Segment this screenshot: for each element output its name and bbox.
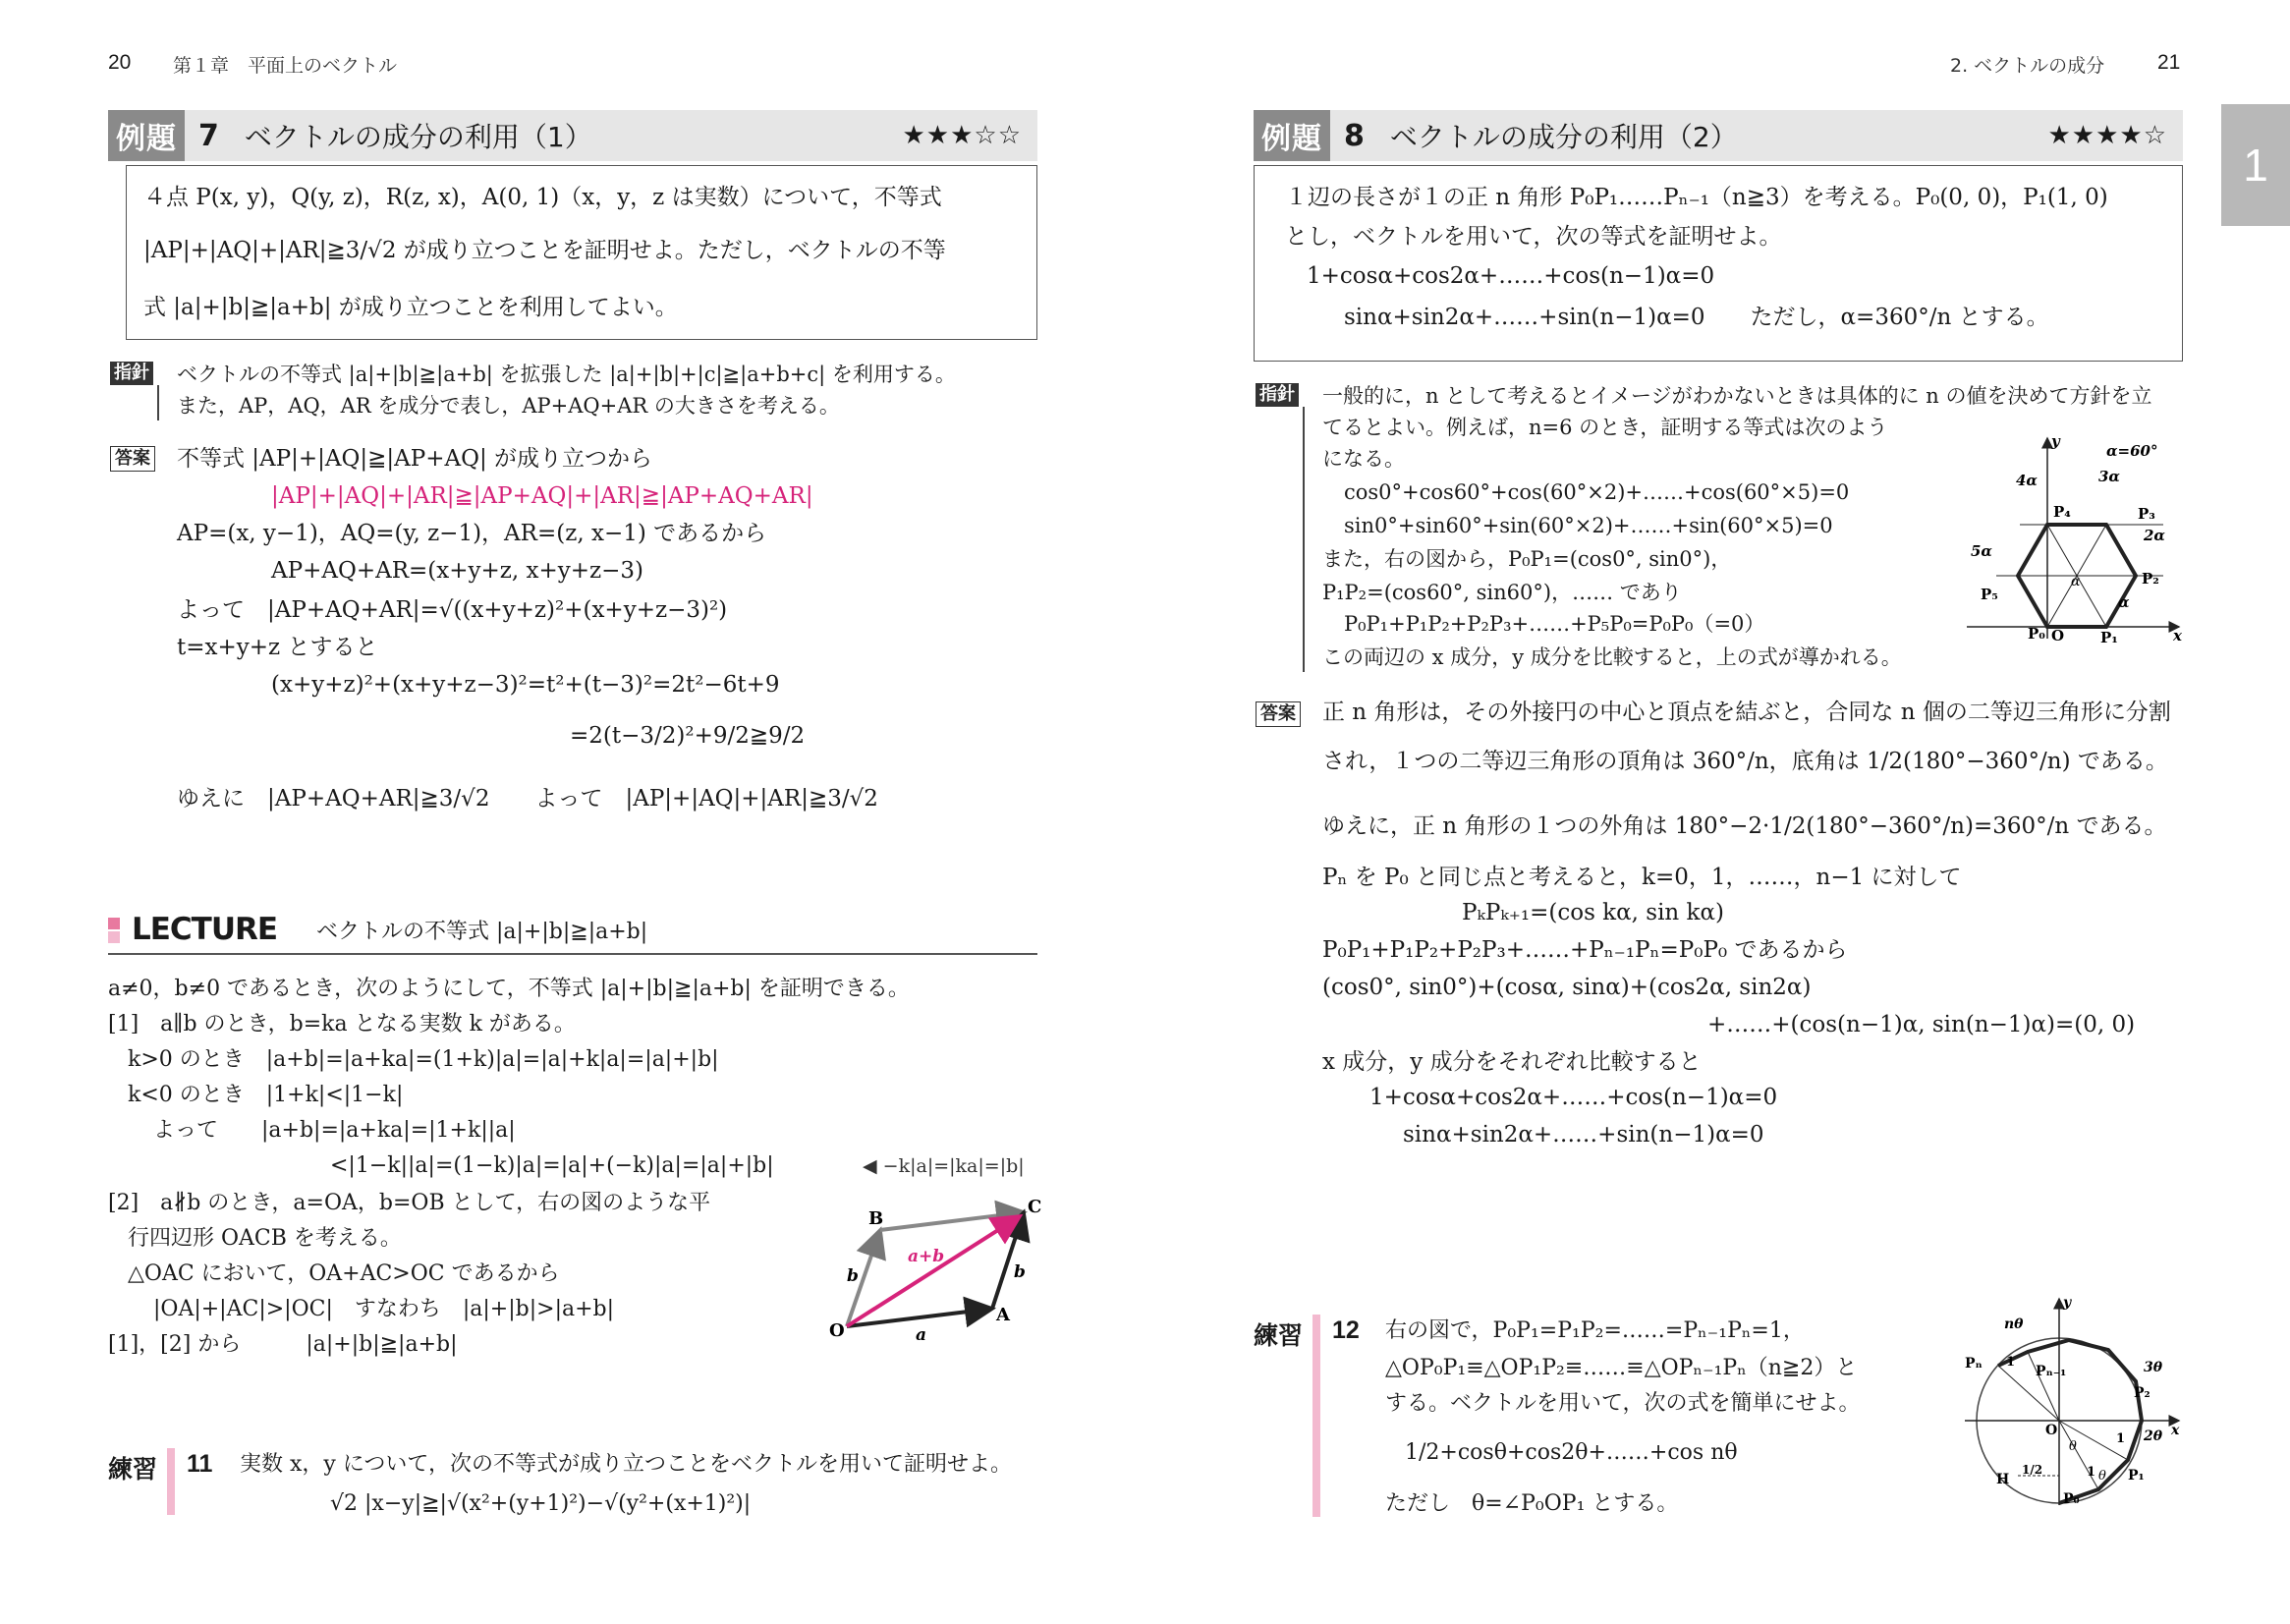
- example8-hint-line: てるとよい。例えば，n=6 のとき，証明する等式は次のよう: [1322, 416, 1888, 439]
- label-side-1c: 1: [2087, 1465, 2096, 1480]
- label-Pn: Pₙ: [1965, 1356, 1983, 1372]
- left-page-number: 20: [108, 51, 132, 74]
- lecture-side-note: ◀ −k|a|=|ka|=|b|: [863, 1155, 1025, 1177]
- label-2alpha: 2α: [2144, 527, 2165, 544]
- example8-hint-line: になる。: [1322, 447, 1405, 471]
- label-C: C: [1028, 1197, 1042, 1217]
- example8-hint-line: P₀P₁+P₁P₂+P₂P₃+……+P₅P₀=P₀P₀（=0）: [1344, 612, 1765, 636]
- example8-answer-line: 1+cosα+cos2α+……+cos(n−1)α=0: [1369, 1085, 1778, 1110]
- example8-hint-line: この両辺の x 成分，y 成分を比較すると，上の式が導かれる。: [1322, 645, 1902, 669]
- practice12-line: △OP₀P₁≡△OP₁P₂≡……≡△OPₙ₋₁Pₙ（n≧2）と: [1385, 1356, 1858, 1380]
- example8-problem-line: １辺の長さが１の正 n 角形 P₀P₁……Pₙ₋₁（n≧3）を考える。P₀(0, 0)，P₁(1, 0): [1285, 185, 2108, 210]
- label-5alpha: 5α: [1971, 542, 1992, 560]
- example8-hint-line: また，右の図から，P₀P₁=(cos0°, sin0°)，: [1322, 547, 1732, 571]
- example7-answer-line-highlight: |AP|+|AQ|+|AR|≧|AP+AQ|+|AR|≧|AP+AQ+AR|: [271, 483, 813, 509]
- lecture-label: LECTURE: [132, 912, 278, 947]
- lecture-line: <|1−k||a|=(1−k)|a|=|a|+(−k)|a|=|a|+|b|: [330, 1153, 774, 1178]
- lecture-line: [1]，[2] から |a|+|b|≧|a+b|: [108, 1332, 458, 1357]
- label-side-1a: 1: [2006, 1355, 2016, 1370]
- label-4alpha: 4α: [2016, 472, 2038, 489]
- example7-number: 7: [198, 118, 219, 153]
- example8-difficulty: ★★★★☆: [2047, 121, 2167, 150]
- label-3theta: 3θ: [2144, 1360, 2163, 1375]
- practice11-line: √2 |x−y|≧|√(x²+(y+1)²)−√(y²+(x+1)²)|: [330, 1491, 752, 1516]
- lecture-line: [1] a∥b のとき，b=ka となる実数 k がある。: [108, 1012, 576, 1036]
- right-section-title: 2. ベクトルの成分: [1950, 55, 2105, 77]
- label-P2: P₂: [2142, 570, 2159, 588]
- label-vec-b: b: [847, 1266, 859, 1286]
- example8-hint-label: 指針: [1256, 383, 1299, 407]
- example7-title: ベクトルの成分の利用（1）: [244, 121, 592, 153]
- label-2theta: 2θ: [2144, 1428, 2163, 1444]
- label-P5: P₅: [1981, 586, 1998, 603]
- label-Pn-1: Pₙ₋₁: [2036, 1364, 2067, 1379]
- example8-answer-line: P₀P₁+P₁P₂+P₂P₃+……+Pₙ₋₁Pₙ=P₀P₀ であるから: [1322, 937, 1848, 963]
- example8-number: 8: [1344, 118, 1365, 153]
- label-x: x: [2173, 627, 2182, 643]
- example8-tag: 例題: [1254, 110, 1330, 161]
- example7-band: [108, 110, 1037, 161]
- example8-problem-line: sinα+sin2α+……+sin(n−1)α=0 ただし，α=360°/n とする。: [1344, 305, 2049, 330]
- lecture-line: △OAC において，OA+AC>OC であるから: [128, 1261, 560, 1286]
- lecture-rule: [108, 953, 1037, 955]
- example8-problem-line: 1+cosα+cos2α+……+cos(n−1)α=0: [1307, 263, 1715, 289]
- label-P1: P₁: [2100, 629, 2118, 643]
- practice12-number: 12: [1332, 1316, 1360, 1344]
- example7-problem-line: 式 |a|+|b|≧|a+b| が成り立つことを利用してよい。: [143, 295, 678, 320]
- example7-answer-line: ゆえに |AP+AQ+AR|≧3/√2 よって |AP|+|AQ|+|AR|≧3/√2: [177, 786, 878, 812]
- label-vec-a: a: [916, 1325, 927, 1345]
- lecture-line: k>0 のとき |a+b|=|a+ka|=(1+k)|a|=|a|+k|a|=|a|+|b|: [128, 1047, 719, 1072]
- example7-answer-line: 不等式 |AP|+|AQ|≧|AP+AQ| が成り立つから: [177, 446, 653, 472]
- example7-hint-line: また，AP，AQ，AR を成分で表し，AP+AQ+AR の大きさを考える。: [177, 394, 840, 418]
- polygon-path: [1998, 1340, 2142, 1503]
- example8-hint-line: P₁P₂=(cos60°, sin60°)，…… であり: [1322, 581, 1682, 604]
- example8-answer-line: ゆえに，正 n 角形の１つの外角は 180°−2·1/2(180°−360°/n)=360°/n である。: [1322, 813, 2167, 839]
- example7-difficulty: ★★★☆☆: [902, 121, 1022, 150]
- label-O: O: [2045, 1423, 2058, 1438]
- practice12-line: する。ベクトルを用いて，次の式を簡単にせよ。: [1385, 1391, 1861, 1416]
- practice12-line: 1/2+cosθ+cos2θ+……+cos nθ: [1405, 1440, 1738, 1465]
- example7-answer-line: =2(t−3/2)²+9/2≧9/2: [570, 723, 806, 749]
- circle-polygon-figure: [1961, 1293, 2187, 1509]
- label-y: y: [2051, 432, 2060, 450]
- hexagon-figure: [1961, 430, 2187, 643]
- parallelogram-figure: [821, 1195, 1049, 1352]
- example8-answer-line: +……+(cos(n−1)α, sin(n−1)α)=(0, 0): [1707, 1012, 2136, 1037]
- label-H: H: [1996, 1472, 2010, 1487]
- lecture-mark: [108, 918, 120, 929]
- example7-answer-label: 答案: [110, 446, 155, 472]
- label-vec-a-plus-b: a+b: [908, 1247, 945, 1266]
- example8-band: [1254, 110, 2183, 161]
- label-P2: P₂: [2134, 1385, 2150, 1401]
- example7-answer-line: (x+y+z)²+(x+y+z−3)²=t²+(t−3)²=2t²−6t+9: [271, 672, 780, 698]
- vector-a-plus-b-line: [847, 1216, 1020, 1326]
- example8-answer-line: sinα+sin2α+……+sin(n−1)α=0: [1403, 1122, 1764, 1148]
- side-ac-line: [992, 1212, 1024, 1309]
- example7-answer-line: AP=(x, y−1)，AQ=(y, z−1)，AR=(z, x−1) であるから: [177, 521, 767, 546]
- lecture-line: a≠0，b≠0 であるとき，次のようにして，不等式 |a|+|b|≧|a+b| を証明できる。: [108, 977, 910, 1001]
- lecture-mark: [108, 931, 120, 943]
- label-A: A: [996, 1305, 1010, 1325]
- lecture-line: よって |a+b|=|a+ka|=|1+k||a|: [153, 1118, 516, 1143]
- label-theta-2: θ: [2098, 1469, 2106, 1484]
- label-vec-b2: b: [1014, 1262, 1026, 1282]
- label-n-theta: nθ: [2004, 1316, 2024, 1332]
- label-half: 1/2: [2022, 1463, 2043, 1477]
- lecture-line: |OA|+|AC|>|OC| すなわち |a|+|b|>|a+b|: [153, 1297, 615, 1321]
- lecture-line: [2] a∦b のとき，a=OA，b=OB として，右の図のような平: [108, 1191, 711, 1215]
- example8-hint-line: sin0°+sin60°+sin(60°×2)+……+sin(60°×5)=0: [1344, 514, 1833, 537]
- example8-answer-line: x 成分，y 成分をそれぞれ比較すると: [1322, 1049, 1702, 1075]
- example7-problem-line: ４点 P(x, y)，Q(y, z)，R(z, x)，A(0, 1)（x，y，z は実数）について，不等式: [143, 185, 942, 210]
- label-P4: P₄: [2053, 503, 2071, 521]
- example7-hint-line: ベクトルの不等式 |a|+|b|≧|a+b| を拡張した |a|+|b|+|c|≧|a+b+c| を利用する。: [177, 363, 956, 386]
- example8-answer-label: 答案: [1256, 701, 1301, 727]
- label-y: y: [2063, 1295, 2072, 1311]
- label-P0: P₀: [2028, 625, 2045, 643]
- label-P1: P₁: [2128, 1468, 2145, 1484]
- example8-answer-line: (cos0°, sin0°)+(cosα, sinα)+(cos2α, sin2α): [1322, 975, 1812, 1000]
- practice11-bar: [167, 1448, 175, 1515]
- example8-answer-line: PₖPₖ₊₁=(cos kα, sin kα): [1462, 900, 1724, 925]
- label-3alpha: 3α: [2098, 468, 2120, 485]
- example7-answer-line: AP+AQ+AR=(x+y+z, x+y+z−3): [271, 558, 644, 584]
- practice11-label: 練習: [108, 1455, 158, 1484]
- lecture-title: ベクトルの不等式 |a|+|b|≧|a+b|: [316, 920, 648, 944]
- label-P0: P₀: [2063, 1491, 2080, 1507]
- label-alpha-center: α: [2071, 574, 2081, 589]
- practice11-number: 11: [187, 1450, 213, 1478]
- example8-answer-line: され，１つの二等辺三角形の頂角は 360°/n，底角は 1/2(180°−360°/n) である。: [1322, 749, 2168, 774]
- label-x: x: [2171, 1423, 2180, 1438]
- example8-answer-line: 正 n 角形は，その外接円の中心と頂点を結ぶと，合同な n 個の二等辺三角形に分割: [1322, 700, 2171, 725]
- chapter-side-tab: 1: [2221, 104, 2290, 226]
- hint-bar: [1303, 407, 1305, 672]
- example8-hint-line: cos0°+cos60°+cos(60°×2)+……+cos(60°×5)=0: [1344, 480, 1850, 504]
- practice12-label: 練習: [1254, 1321, 1304, 1350]
- practice12-line: ただし θ=∠P₀OP₁ とする。: [1385, 1491, 1679, 1516]
- practice12-line: 右の図で，P₀P₁=P₁P₂=……=Pₙ₋₁Pₙ=1，: [1385, 1318, 1805, 1343]
- example7-problem-line: |AP|+|AQ|+|AR|≧3/√2 が成り立つことを証明せよ。ただし，ベクトルの不等: [143, 238, 946, 263]
- example8-problem-line: とし，ベクトルを用いて，次の等式を証明せよ。: [1285, 224, 1782, 250]
- label-theta: θ: [2069, 1439, 2077, 1454]
- label-side-1b: 1: [2116, 1431, 2126, 1446]
- right-page-number: 21: [2157, 51, 2181, 74]
- example8-hint-line: 一般的に，n として考えるとイメージがわかないときは具体的に n の値を決めて方針を立: [1322, 384, 2152, 408]
- example7-hint-label: 指針: [110, 362, 153, 385]
- lecture-line: 行四辺形 OACB を考える。: [128, 1226, 402, 1251]
- label-O: O: [829, 1320, 845, 1341]
- left-chapter-title: 第１章 平面上のベクトル: [173, 55, 398, 77]
- label-B: B: [868, 1208, 884, 1229]
- label-alpha-edge: α: [2118, 593, 2130, 611]
- label-alpha-60: α=60°: [2106, 442, 2158, 460]
- example8-answer-line: Pₙ を P₀ と同じ点と考えると，k=0，1，……，n−1 に対して: [1322, 865, 1962, 890]
- practice12-bar: [1313, 1315, 1320, 1517]
- example7-answer-line: よって |AP+AQ+AR|=√((x+y+z)²+(x+y+z−3)²): [177, 597, 728, 623]
- hint-bar: [157, 385, 159, 420]
- example7-tag: 例題: [108, 110, 185, 161]
- lecture-line: k<0 のとき |1+k|<|1−k|: [128, 1083, 404, 1107]
- example8-title: ベクトルの成分の利用（2）: [1389, 121, 1738, 153]
- example7-answer-line: t=x+y+z とすると: [177, 635, 378, 660]
- label-O: O: [2051, 627, 2065, 643]
- label-P3: P₃: [2138, 505, 2155, 523]
- practice11-line: 実数 x，y について，次の不等式が成り立つことをベクトルを用いて証明せよ。: [240, 1452, 1012, 1477]
